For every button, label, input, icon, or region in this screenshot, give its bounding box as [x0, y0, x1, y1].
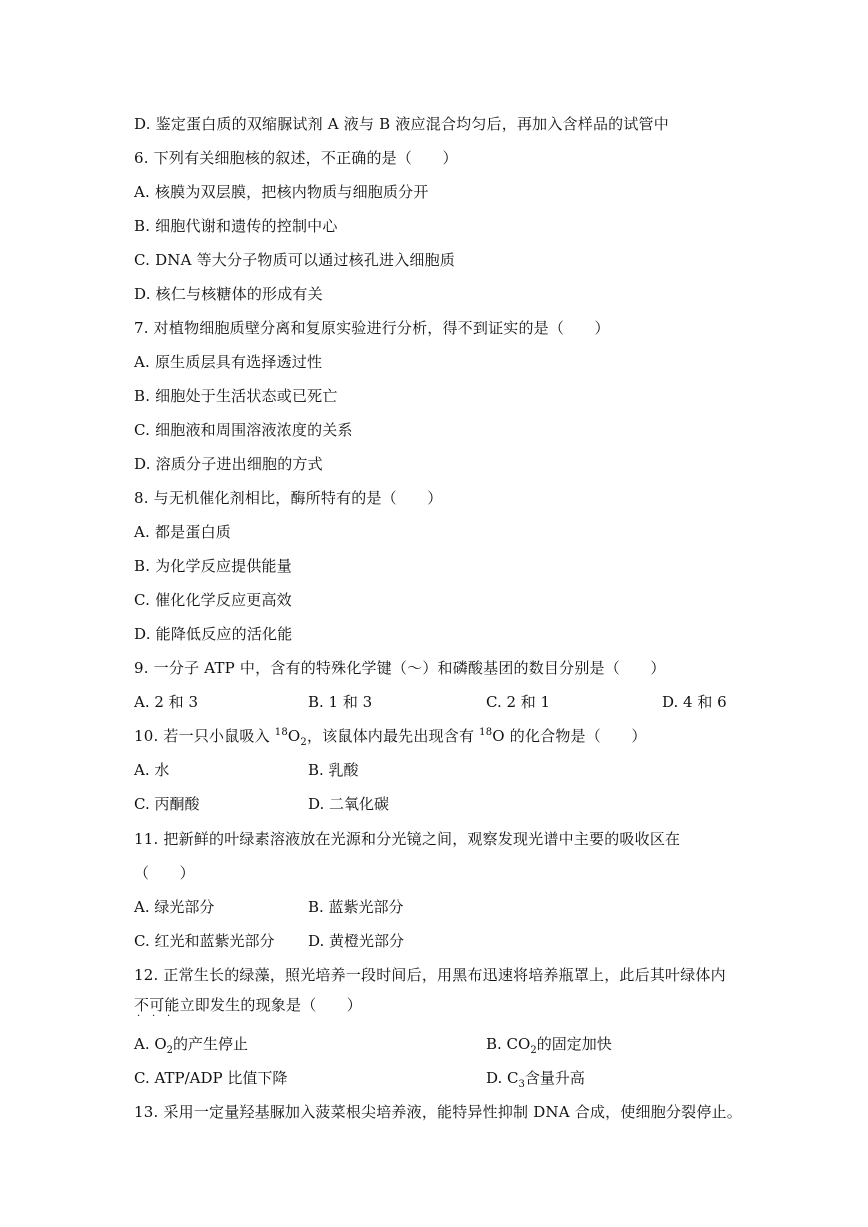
q12-option-d-text-2: 含量升高	[524, 1069, 585, 1087]
q11-options-row-1	[134, 897, 734, 917]
q12-stem-line-1: 12. 正常生长的绿藻，照光培养一段时间后，用黑布迅速将培养瓶罩上，此后其叶绿体内	[134, 966, 726, 984]
q9-stem: 9. 一分子 ATP 中，含有的特殊化学键（～）和磷酸基团的数目分别是（ ）	[134, 659, 666, 677]
q10-stem-text-2: ，该鼠体内最先出现含有	[306, 727, 480, 745]
q10-option-d: D. 二氧化碳	[308, 795, 390, 813]
q11-stem-line-2: （ ）	[134, 864, 195, 882]
q6-option-c: C. DNA 等大分子物质可以通过核孔进入细胞质	[134, 251, 456, 269]
q10-option-c: C. 丙酮酸	[134, 795, 200, 813]
q8-stem: 8. 与无机催化剂相比，酶所特有的是（ ）	[134, 489, 443, 507]
q7-stem: 7. 对植物细胞质壁分离和复原实验进行分析，得不到证实的是（ ）	[134, 319, 610, 337]
q12-stem-line-2: 不可能立即发生的现象是（ ）	[134, 996, 363, 1014]
emphasis-dot-2: ·	[152, 1011, 156, 1022]
q12-option-d	[486, 1068, 585, 1088]
q5-option-d: D. 鉴定蛋白质的双缩脲试剂 A 液与 B 液应混合均匀后，再加入含样品的试管中	[134, 115, 669, 133]
q10-oxygen-symbol: O	[287, 727, 301, 745]
q12-option-b	[486, 1034, 612, 1054]
q12-option-b-text: B. CO	[486, 1035, 531, 1053]
q10-stem-text-1: 10. 若一只小鼠吸入	[134, 727, 275, 745]
q10-isotope-superscript-1: 18	[274, 727, 288, 738]
q9-option-d: D. 4 和 6	[662, 693, 727, 711]
q12-option-c: C. ATP/ADP 比值下降	[134, 1069, 288, 1087]
q6-stem: 6. 下列有关细胞核的叙述，不正确的是（ ）	[134, 149, 458, 167]
q13-stem: 13. 采用一定量羟基脲加入菠菜根尖培养液，能特异性抑制 DNA 合成，使细胞分裂停止。	[134, 1103, 742, 1121]
q7-option-b: B. 细胞处于生活状态或已死亡	[134, 387, 338, 405]
q9-option-c: C. 2 和 1	[486, 693, 551, 711]
q9-option-b: B. 1 和 3	[308, 693, 373, 711]
q12-option-b-subscript: 2	[530, 1045, 537, 1056]
q10-stem-text-3: O 的化合物是（ ）	[492, 727, 647, 745]
q8-option-c: C. 催化化学反应更高效	[134, 591, 292, 609]
q11-option-c: C. 红光和蓝紫光部分	[134, 932, 275, 950]
q7-option-d: D. 溶质分子进出细胞的方式	[134, 455, 323, 473]
q12-options-row-1	[134, 1034, 734, 1054]
q10-isotope-superscript-2: 18	[479, 727, 493, 738]
q9-option-a: A. 2 和 3	[134, 693, 198, 711]
q6-option-d: D. 核仁与核糖体的形成有关	[134, 285, 323, 303]
q12-options-row-2	[134, 1068, 734, 1088]
q8-option-a: A. 都是蛋白质	[134, 523, 231, 541]
q7-option-c: C. 细胞液和周围溶液浓度的关系	[134, 421, 353, 439]
emphasis-dot-1: ·	[137, 1011, 141, 1022]
q10-option-a: A. 水	[134, 761, 170, 779]
q8-option-b: B. 为化学反应提供能量	[134, 557, 292, 575]
q12-option-a	[134, 1034, 248, 1054]
q6-option-b: B. 细胞代谢和遗传的控制中心	[134, 217, 338, 235]
q12-option-a-text: A. O	[134, 1035, 167, 1053]
q6-option-a: A. 核膜为双层膜，把核内物质与细胞质分开	[134, 183, 429, 201]
q12-option-b-text-2: 的固定加快	[536, 1035, 612, 1053]
q11-options-row-2	[134, 931, 734, 951]
q10-options-row-1	[134, 760, 734, 780]
q8-option-d: D. 能降低反应的活化能	[134, 625, 293, 643]
q10-oxygen-subscript: 2	[300, 737, 307, 748]
q10-options-row-2	[134, 794, 734, 814]
q12-option-d-subscript: 3	[518, 1079, 525, 1090]
q10-option-b: B. 乳酸	[308, 761, 359, 779]
q11-stem-line-1: 11. 把新鲜的叶绿素溶液放在光源和分光镜之间，观察发现光谱中主要的吸收区在	[134, 830, 681, 848]
q11-option-d: D. 黄橙光部分	[308, 932, 405, 950]
q12-option-a-text-2: 的产生停止	[173, 1035, 249, 1053]
q12-option-a-subscript: 2	[166, 1045, 174, 1056]
q11-option-b: B. 蓝紫光部分	[308, 898, 404, 916]
q12-option-d-text: D. C	[486, 1069, 519, 1087]
q7-option-a: A. 原生质层具有选择透过性	[134, 353, 323, 371]
q11-option-a: A. 绿光部分	[134, 898, 215, 916]
q9-options-row	[134, 692, 734, 712]
q10-stem	[134, 726, 647, 746]
emphasis-dot-3: ·	[167, 1011, 171, 1022]
